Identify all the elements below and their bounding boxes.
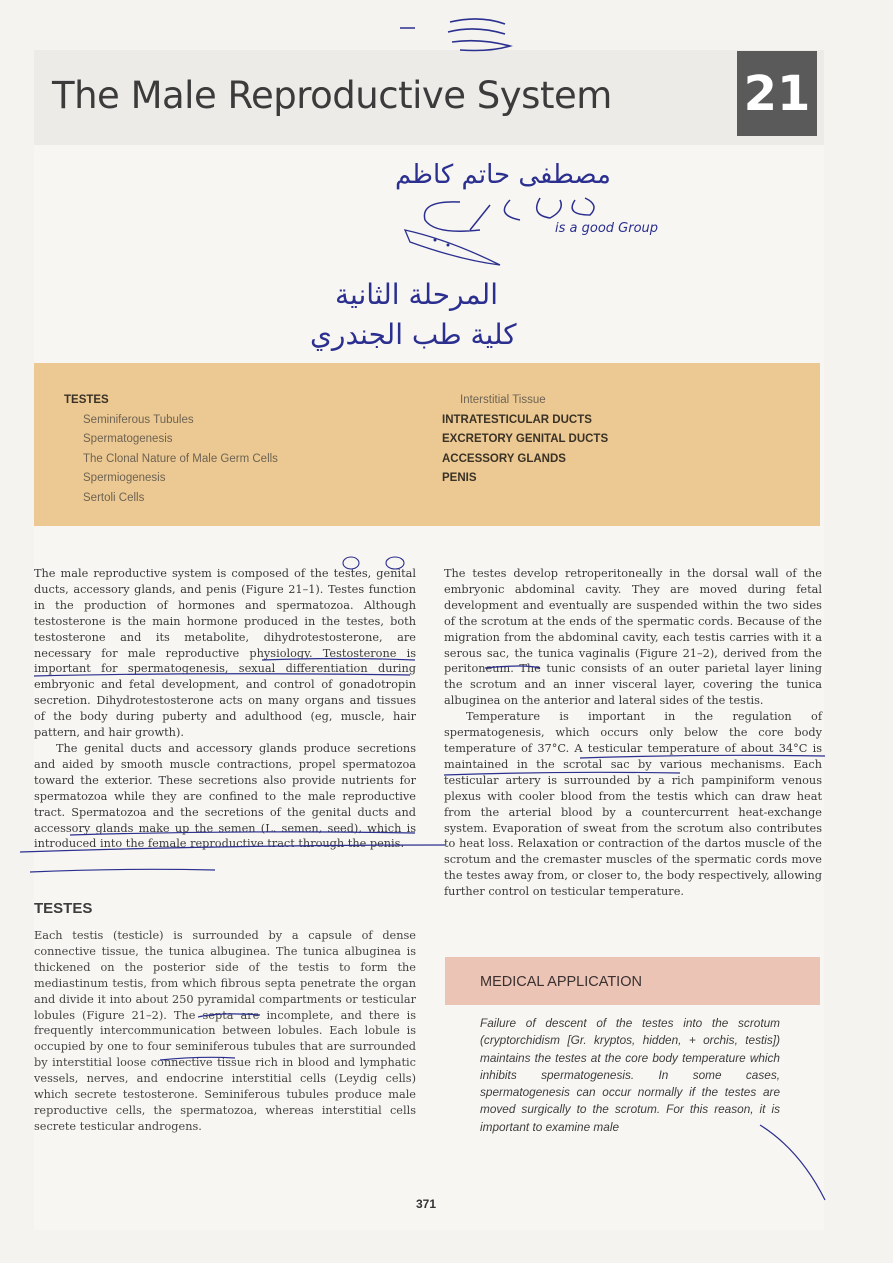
page-number: 371 — [416, 1197, 437, 1211]
medical-application-text: Failure of descent of the testes into the scrotum (cryptorchidism [Gr. kryptos, hidden, + orchis, testis]) maintains the testes at the core body temperature which inhibits spermatogenesis. In some cases, spermatogenesis can occur normally if the testes are moved surgically to the scrotum. For this reason, it is important to examine male — [480, 1016, 780, 1134]
outline-item: Spermatogenesis — [83, 433, 173, 445]
outline-item: PENIS — [442, 472, 477, 484]
intro-paragraph: The male reproductive system is composed of the testes, genital ducts, accessory glands, and penis (Figure 21–1). Testes function in the production of hormones and spermatozoa. Although testosterone is the main hormone produced in the testes, both testosterone and its metabolite, dihydrotestosterone, are necessary for male reproductive physiology. Testosterone is important for spermatogenesis, sexual differentiation during embryonic and fetal development, and control of gonadotropin secretion. Dihydrotestosterone acts on many organs and tissues of the body during puberty and adulthood (eg, muscle, hair pattern, and hair growth). — [34, 567, 416, 740]
handwritten-college: كلية طب الجندري — [310, 318, 517, 351]
body-paragraph: The testes develop retroperitoneally in the dorsal wall of the embryonic abdominal cavity. They are moved during fetal development and eventually are suspended within the two sides of the scrotum at the ends of the spermatic cords. Because of the migration from the abdominal cavity, each testis carries with it a serous sac, the tunica vaginalis (Figure 21–2), derived from the peritoneum. The tunic consists of an outer parietal layer lining the scrotum and an inner visceral layer, covering the tunica albuginea on the anterior and lateral sides of the testis. — [444, 567, 822, 708]
chapter-title: The Male Reproductive System — [52, 74, 612, 117]
outline-item: Seminiferous Tubules — [83, 413, 194, 426]
outline-item: Sertoli Cells — [83, 491, 145, 504]
outline-item: TESTES — [64, 394, 109, 406]
body-paragraph: Temperature is important in the regulation of spermatogenesis, which occurs only below the core body temperature of 37°C. A testicular temperature of about 34°C is maintained in the scrotal sac by various mechanisms. Each testicular artery is surrounded by a rich pampiniform venous plexus with cooler blood from the testis which can draw heat from the arterial blood by a countercurrent heat-exchange system. Evaporation of sweat from the scrotum also contributes to heat loss. Relaxation or contraction of the dartos muscle of the scrotum and the cremaster muscles of the spermatic cords move the testes away from, or closer to, the body respectively, allowing further control on testicular temperature. — [444, 710, 822, 899]
section-heading-testes: TESTES — [34, 900, 93, 917]
chapter-number: 21 — [737, 51, 817, 136]
outline-item: EXCRETORY GENITAL DUCTS — [442, 433, 609, 445]
testes-paragraph: Each testis (testicle) is surrounded by a capsule of dense connective tissue, the tunica albuginea. The tunica albuginea is thickened on the posterior side of the testis to form the mediastinum testis, from which fibrous septa penetrate the organ and divide it into about 250 pyramidal compartments or testicular lobules (Figure 21–2). The septa are incomplete, and there is frequently intercommunication between lobules. Each lobule is occupied by one to four seminiferous tubules that are surrounded by interstitial loose connective tissue rich in blood and lymphatic vessels, nerves, and endocrine interstitial cells (Leydig cells) which secrete testosterone. Seminiferous tubules produce male reproductive cells, the spermatozoa, whereas interstitial cells secrete testicular androgens. — [34, 929, 416, 1133]
outline-item: ACCESSORY GLANDS — [442, 452, 566, 465]
handwritten-name: مصطفى حاتم كاظم — [395, 160, 611, 190]
outline-item: Interstitial Tissue — [460, 394, 546, 406]
outline-item: INTRATESTICULAR DUCTS — [442, 413, 592, 426]
handwritten-group-note: is a good Group — [555, 221, 659, 236]
medical-application-title: MEDICAL APPLICATION — [480, 974, 642, 990]
handwritten-stage: المرحلة الثانية — [335, 278, 498, 311]
outline-item: The Clonal Nature of Male Germ Cells — [83, 452, 278, 465]
intro-paragraph: The genital ducts and accessory glands produce secretions and aided by smooth muscle contractions, propel spermatozoa toward the exterior. These secretions also provide nutrients for spermatozoa while they are confined to the male reproductive tract. Spermatozoa and the secretions of the genital ducts and accessory glands make up the semen (L. semen, seed), which is introduced into the female reproductive tract through the penis. — [34, 741, 416, 851]
outline-item: Spermiogenesis — [83, 472, 166, 484]
